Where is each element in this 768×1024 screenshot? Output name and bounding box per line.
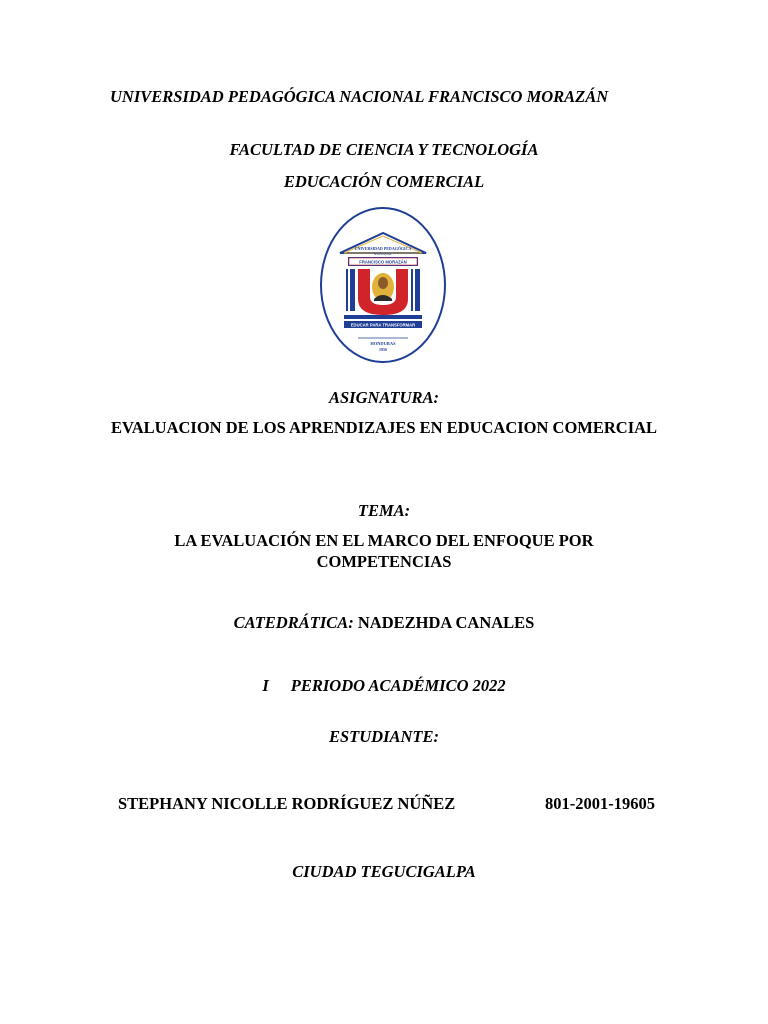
university-logo (318, 205, 448, 365)
logo-motto-text: EDUCAR PARA TRANSFORMAR (350, 322, 416, 328)
faculty-name: FACULTAD DE CIENCIA Y TECNOLOGÍA (229, 140, 539, 159)
logo-banner-text: FRANCISCO MORAZÁN (359, 259, 407, 265)
logo-country-text: HONDURAS (370, 341, 396, 346)
career-name: EDUCACIÓN COMERCIAL (283, 172, 485, 191)
logo-sub-text: NACIONAL (373, 252, 393, 256)
subject-label: ASIGNATURA: (328, 388, 440, 407)
student-name: STEPHANY NICOLLE RODRÍGUEZ NÚÑEZ (118, 794, 456, 813)
university-name: UNIVERSIDAD PEDAGÓGICA NACIONAL FRANCISCO MORAZÁN (110, 87, 609, 106)
period-line (0, 675, 768, 696)
student-label: ESTUDIANTE: (328, 727, 439, 746)
subject-name: EVALUACION DE LOS APRENDIZAJES EN EDUCACION COMERCIAL (110, 418, 658, 437)
logo-year-text: 1956 (379, 347, 387, 352)
topic-name: LA EVALUACIÓN EN EL MARCO DEL ENFOQUE POR COMPETENCIAS (174, 531, 594, 571)
period-number: I (262, 676, 269, 695)
logo-arc-text: UNIVERSIDAD PEDAGÓGICA (354, 246, 412, 251)
period-text: PERIODO ACADÉMICO 2022 (290, 676, 506, 695)
teacher-name: NADEZHDA CANALES (357, 613, 535, 632)
teacher-label: CATEDRÁTICA: (233, 613, 354, 632)
topic-label: TEMA: (357, 501, 411, 520)
student-id: 801-2001-19605 (545, 794, 655, 813)
city-name: CIUDAD TEGUCIGALPA (292, 862, 476, 881)
teacher-line (0, 612, 768, 633)
